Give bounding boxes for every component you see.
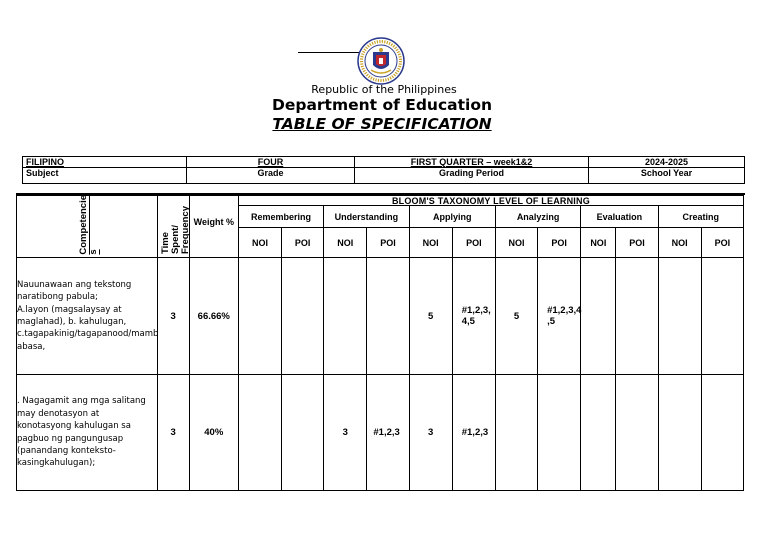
- noi-header: NOI: [324, 228, 367, 258]
- time-cell: 3: [157, 258, 189, 375]
- bloom-title-cell: [238, 196, 743, 206]
- level-evaluation: Evaluation: [581, 206, 658, 228]
- competency-line: Nauunawaan ang tekstong: [17, 279, 132, 290]
- bloom-title: BLOOM'S TAXONOMY LEVEL OF LEARNING: [391, 195, 590, 206]
- period-value: FIRST QUARTER – week1&2: [355, 157, 589, 168]
- competency-line: may denotasyon at: [17, 408, 100, 419]
- poi-header: POI: [282, 228, 324, 258]
- poi-header: POI: [538, 228, 581, 258]
- level-creating: Creating: [658, 206, 743, 228]
- document-title: TABLE OF SPECIFICATION: [272, 115, 492, 133]
- noi-header: NOI: [658, 228, 701, 258]
- competency-line: kasingkahulugan);: [17, 458, 96, 469]
- remembering-noi-cell: [238, 375, 281, 491]
- noi-header: NOI: [409, 228, 452, 258]
- level-remembering: Remembering: [238, 206, 323, 228]
- poi-header: POI: [452, 228, 495, 258]
- noi-header: NOI: [495, 228, 537, 258]
- weight-cell: 40%: [189, 375, 238, 491]
- noi-header: NOI: [581, 228, 616, 258]
- grade-label: Grade: [187, 168, 355, 184]
- applying-noi-cell: 3: [409, 375, 452, 491]
- competency-line: pagbuo ng pangungusap: [17, 433, 124, 444]
- period-label: Grading Period: [355, 168, 589, 184]
- understanding-poi-cell: #1,2,3: [367, 375, 409, 491]
- applying-poi-cell: #1,2,3: [452, 375, 495, 491]
- year-value: 2024-2025: [589, 157, 745, 168]
- analyzing-poi-cell: #1,2,3,4 ,5: [538, 258, 581, 375]
- time-label: Time Spent/ Frequency: [160, 206, 192, 255]
- poi-header: POI: [616, 228, 658, 258]
- specification-table: [16, 195, 744, 491]
- header-rule: [298, 52, 362, 53]
- year-label: School Year: [589, 168, 745, 184]
- analyzing-poi-cell: [538, 375, 581, 491]
- competency-line: c.tagapakinig/tagapanood/mamb: [17, 329, 159, 340]
- poi-header: POI: [701, 228, 743, 258]
- competency-line: naratibong pabula;: [17, 292, 98, 303]
- evaluation-noi-cell: [581, 258, 616, 375]
- creating-noi-cell: [658, 375, 701, 491]
- competency-line: . Nagagamit ang mga salitang: [17, 396, 146, 407]
- weight-label: Weight %: [193, 216, 234, 227]
- weight-cell: 66.66%: [189, 258, 238, 375]
- time-cell: 3: [157, 375, 189, 491]
- table-row: [17, 258, 744, 375]
- understanding-noi-cell: [324, 258, 367, 375]
- level-understanding: Understanding: [324, 206, 409, 228]
- competency-cell: [17, 258, 158, 375]
- competencies-header: [17, 196, 158, 258]
- competencies-label: Competencie s: [77, 194, 99, 255]
- creating-poi-cell: [701, 258, 743, 375]
- applying-poi-cell: #1,2,3, 4,5: [452, 258, 495, 375]
- evaluation-poi-cell: [616, 258, 658, 375]
- competency-line: A.layon (magsalaysay at: [17, 304, 122, 315]
- evaluation-noi-cell: [581, 375, 616, 491]
- deped-seal-icon: [357, 37, 405, 85]
- noi-header: NOI: [238, 228, 281, 258]
- analyzing-noi-cell: [495, 375, 537, 491]
- level-analyzing: Analyzing: [495, 206, 580, 228]
- weight-header: [189, 196, 238, 258]
- subject-value: FILIPINO: [23, 157, 187, 168]
- applying-noi-cell: 5: [409, 258, 452, 375]
- competency-line: (panandang konteksto-: [17, 445, 116, 456]
- republic-text: Republic of the Philippines: [311, 83, 457, 96]
- competency-line: maglahad), b. kahulugan,: [17, 317, 127, 327]
- remembering-poi-cell: [282, 375, 324, 491]
- remembering-noi-cell: [238, 258, 281, 375]
- competency-line: abasa,: [17, 341, 46, 352]
- competency-line: konotasyong kahulugan sa: [17, 421, 131, 432]
- subject-label: Subject: [23, 168, 187, 184]
- time-header: [157, 196, 192, 258]
- department-title: Department of Education: [271, 96, 493, 114]
- competency-cell: [17, 375, 158, 491]
- creating-poi-cell: [701, 375, 743, 491]
- evaluation-poi-cell: [616, 375, 658, 491]
- grade-value: FOUR: [187, 157, 355, 168]
- poi-header: POI: [367, 228, 409, 258]
- info-table: [22, 156, 745, 184]
- level-applying: Applying: [409, 206, 495, 228]
- creating-noi-cell: [658, 258, 701, 375]
- analyzing-noi-cell: 5: [495, 258, 537, 375]
- understanding-poi-cell: [367, 258, 409, 375]
- table-row: [17, 375, 744, 491]
- understanding-noi-cell: 3: [324, 375, 367, 491]
- remembering-poi-cell: [282, 258, 324, 375]
